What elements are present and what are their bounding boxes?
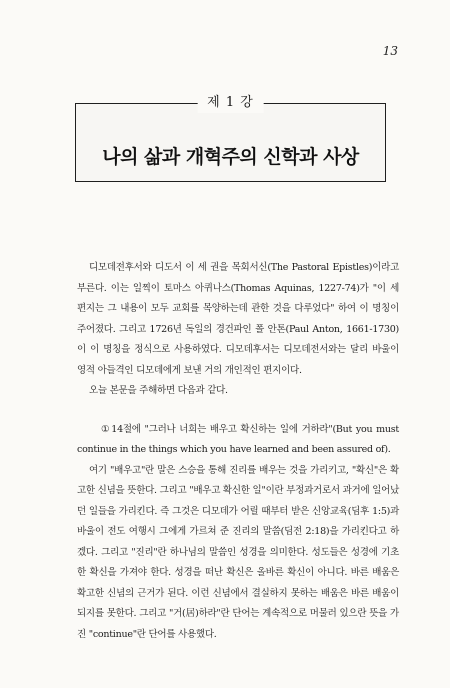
- page-number: 13: [382, 44, 398, 58]
- paragraph-verse-14-text: 14절에 "그러나 너희는 배우고 확신하는 일에 거하라"(But you must continue in the things which you have learned and been assured of).: [77, 423, 399, 455]
- paragraph-learning-confidence: 여기 "배우고"란 말은 스승을 통해 진리를 배우는 것을 가리키고, "확신"은 확고한 신념을 뜻한다. 그리고 "배우고 확신한 일"이란 부정과거로서 과거에 일어났던 일들을 가리킨다. 즉 그것은 디모데가 어릴 때부터 받은 신앙교육(딤후 1:5)과 바울이 전도 여행시 그에게 가르쳐 준 진리의 말씀(딤전 2:18)을 가리킨다고 하겠다. 그리고 "진리"란 하나님의 말씀인 성경을 의미한다. 성도들은 성경에 기초한 확신을 가져야 한다. 성경을 떠난 확신은 올바른 확신이 아니다. 바른 배움은 확고한 신념의 근거가 된다. 이런 신념에서 결실하지 못하는 배움은 바른 배움이 되지를 못한다. 그리고 "거(居)하라"란 단어는 계속적으로 머물러 있으란 뜻을 가진 "continue"란 단어를 사용했다.: [77, 464, 399, 640]
- circled-number-one: ①: [101, 423, 110, 435]
- paragraph-verse-14: [77, 420, 399, 461]
- body-text: [77, 258, 399, 645]
- chapter-title: 나의 삶과 개혁주의 신학과 사상: [102, 145, 359, 168]
- chapter-label: 제 1 강: [197, 93, 264, 113]
- chapter-heading-box: [75, 95, 386, 182]
- paragraph-exegesis-intro: 오늘 본문을 주해하면 다음과 같다.: [89, 385, 228, 396]
- paragraph-intro: 디모데전후서와 디도서 이 세 권을 목회서신(The Pastoral Epistles)이라고 부른다. 이는 일찍이 토마스 아퀴나스(Thomas Aquinas, 1227-74)가 "이 세 편지는 그 내용이 모두 교회를 목양하는데 관한 것을 다루었다" 하여 이 명칭이 주어졌다. 그리고 1726년 독일의 경건파인 폴 안톤(Paul Anton, 1661-1730)이 이 명칭을 정식으로 사용하였다. 디모데후서는 디모데전서와는 달리 바울이 영적 아들격인 디모데에게 보낸 거의 개인적인 편지이다.: [77, 262, 399, 376]
- paragraph-gap: [77, 402, 399, 420]
